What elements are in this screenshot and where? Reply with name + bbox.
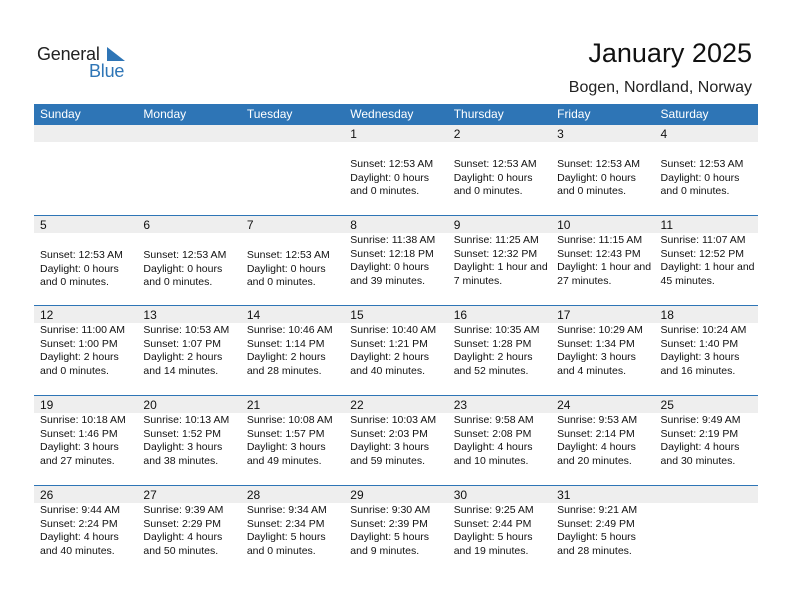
day-sun-info [448,413,551,468]
sun-info-line: and 0 minutes. [143,276,213,288]
sun-info-line: Daylight: 3 hours [246,441,326,453]
day-cell [551,486,654,565]
day-cell [655,396,758,475]
brand-logo [37,44,137,84]
sun-info-line: Sunset: 1:34 PM [557,337,635,350]
sun-info-line: Sunrise: 11:07 AM [660,234,746,246]
day-cell [34,486,137,565]
sun-info-line: Daylight: 5 hours [246,531,326,543]
day-number: 8 [344,216,447,233]
day-sun-info [448,142,551,199]
empty-day-cell [34,125,137,205]
day-number: 26 [34,486,137,503]
sun-info-line: Sunrise: 9:39 AM [143,504,224,516]
sun-info-line: Daylight: 0 hours [557,171,636,184]
page-title: January 2025 [588,38,752,68]
sun-info-line: Sunrise: 10:24 AM [660,324,747,336]
weekday-header-thursday: Thursday [453,107,504,121]
sun-info-line: Sunset: 12:53 AM [246,249,330,261]
sun-info-line: Sunset: 12:18 PM [350,247,434,260]
sun-info-line: Sunrise: 11:25 AM [453,234,539,246]
day-sun-info [241,413,344,468]
day-number: 20 [137,396,240,413]
sun-info-line: Daylight: 0 hours [143,262,223,275]
day-cell [137,306,240,385]
day-sun-info [551,142,654,199]
sun-info-line: Daylight: 5 hours [453,531,533,543]
sun-info-line: Sunrise: 11:00 AM [40,324,126,336]
sun-info-line: and 38 minutes. [143,454,219,467]
sun-info-line: Daylight: 5 hours [350,531,430,543]
sun-info-line: Sunset: 2:08 PM [453,427,532,440]
day-sun-info [448,233,551,288]
day-sun-info [241,233,344,290]
day-cell [448,125,551,205]
week-row [34,125,758,205]
sun-info-line: and 50 minutes. [143,544,219,557]
sun-info-line: Daylight: 4 hours [557,441,636,453]
sun-info-line: and 28 minutes. [557,544,632,557]
sun-info-line: 7 minutes. [453,274,503,287]
day-sun-info [344,233,447,288]
sun-info-line: Sunrise: 9:53 AM [557,414,638,426]
day-cell [344,125,447,205]
day-number: 23 [448,396,551,413]
day-sun-info [34,413,137,468]
day-sun-info [34,233,137,290]
day-cell [344,306,447,385]
day-sun-info [551,323,654,378]
day-sun-info [34,323,137,378]
day-sun-info [655,413,758,468]
sun-info-line: Daylight: 0 hours [246,262,326,275]
sun-info-line: Sunset: 2:14 PM [557,427,635,440]
day-number: 10 [551,216,654,233]
day-cell [448,216,551,295]
week-row [34,215,758,295]
sun-info-line: Sunrise: 11:38 AM [350,234,436,246]
day-number: 2 [448,125,551,142]
sun-info-line: and 16 minutes. [660,364,736,377]
sun-info-line: Sunset: 1:21 PM [350,337,428,350]
sun-info-line: and 40 minutes. [350,364,425,377]
sun-info-line: Sunrise: 9:21 AM [557,504,638,516]
sun-info-line: and 27 minutes. [40,454,115,467]
weekday-header-friday: Friday [557,107,591,121]
sun-info-line: and 0 minutes. [246,544,316,557]
sun-info-line: Sunset: 1:28 PM [453,337,532,350]
sun-info-line: and 0 minutes. [40,276,109,288]
sun-info-line: and 0 minutes. [660,185,730,197]
sun-info-line: and 19 minutes. [453,544,529,557]
weekday-header-monday: Monday [143,107,187,121]
day-cell [344,396,447,475]
sun-info-line: Sunset: 2:19 PM [660,427,739,440]
sun-info-line: Sunrise: 10:18 AM [40,414,126,426]
day-number: 11 [655,216,758,233]
day-cell [137,486,240,565]
day-sun-info [344,142,447,199]
sun-info-line: Sunrise: 10:40 AM [350,324,437,336]
sun-info-line: Daylight: 2 hours [453,351,533,363]
sun-info-line: and 9 minutes. [350,544,420,557]
day-sun-info [655,233,758,288]
sun-info-line: Daylight: 3 hours [40,441,119,453]
sun-info-line: Sunset: 12:32 PM [453,247,538,260]
weekday-header-sunday: Sunday [40,107,81,121]
sun-info-line: 45 minutes. [660,274,715,287]
day-number: 22 [344,396,447,413]
weekday-header-tuesday: Tuesday [246,107,293,121]
day-cell [655,216,758,295]
sun-info-line: 27 minutes. [557,274,612,287]
empty-day-cell [655,486,758,565]
sun-info-line: Sunrise: 10:35 AM [453,324,540,336]
sun-info-line: and 10 minutes. [453,454,529,467]
day-number: 13 [137,306,240,323]
empty-day-band [137,125,240,142]
day-number: 21 [241,396,344,413]
sun-info-line: and 0 minutes. [350,185,420,197]
sun-info-line: Sunset: 1:00 PM [40,337,118,350]
day-sun-info [34,503,137,558]
sun-info-line: Sunset: 12:53 AM [40,249,123,261]
sun-info-line: Sunset: 2:34 PM [246,517,325,530]
day-sun-info [137,233,240,290]
day-cell [551,396,654,475]
sun-info-line: Sunset: 2:49 PM [557,517,635,530]
sun-info-line: Daylight: 3 hours [557,351,636,363]
day-number: 19 [34,396,137,413]
sun-info-line: and 20 minutes. [557,454,632,467]
day-cell [241,306,344,385]
sun-info-line: Sunset: 12:53 AM [453,158,537,170]
day-number: 9 [448,216,551,233]
day-number: 31 [551,486,654,503]
sun-info-line: Sunset: 2:39 PM [350,517,428,530]
day-number: 17 [551,306,654,323]
sun-info-line: and 0 minutes. [557,185,626,197]
sun-info-line: and 0 minutes. [40,364,109,377]
day-sun-info [241,323,344,378]
day-number: 1 [344,125,447,142]
sun-info-line: Sunrise: 9:34 AM [246,504,327,516]
sun-info-line: Sunset: 1:07 PM [143,337,222,350]
sun-info-line: and 59 minutes. [350,454,425,467]
sun-info-line: and 0 minutes. [246,276,316,288]
sun-info-line: Daylight: 0 hours [350,261,430,273]
day-number: 3 [551,125,654,142]
sun-info-line: and 4 minutes. [557,364,626,377]
sun-info-line: Sunrise: 10:08 AM [246,414,333,426]
day-number: 4 [655,125,758,142]
sun-info-line: Sunset: 12:53 AM [557,158,640,170]
sun-info-line: Sunset: 12:53 AM [350,158,434,170]
sun-info-line: Sunrise: 10:13 AM [143,414,230,426]
sun-info-line: Sunset: 1:57 PM [246,427,325,440]
sun-info-line: and 40 minutes. [40,544,115,557]
sun-info-line: Sunrise: 9:49 AM [660,414,741,426]
weekday-header-row [34,104,758,125]
day-sun-info [448,323,551,378]
sun-info-line: Sunset: 1:40 PM [660,337,739,350]
sun-info-line: Daylight: 1 hour and [660,261,755,273]
sun-info-line: Daylight: 2 hours [143,351,223,363]
day-cell [448,486,551,565]
day-sun-info [137,503,240,558]
day-number: 5 [34,216,137,233]
day-cell [34,216,137,295]
sun-info-line: Daylight: 5 hours [557,531,636,543]
empty-day-band [241,125,344,142]
sun-info-line: Sunset: 1:14 PM [246,337,325,350]
weekday-header-wednesday: Wednesday [350,107,414,121]
sun-info-line: Sunrise: 10:46 AM [246,324,333,336]
sun-info-line: Daylight: 0 hours [453,171,533,184]
empty-day-band [655,486,758,503]
sun-info-line: Daylight: 4 hours [40,531,119,543]
sun-info-line: Daylight: 4 hours [143,531,223,543]
day-cell [137,216,240,295]
day-sun-info [137,323,240,378]
empty-day-cell [241,125,344,205]
sun-info-line: Daylight: 4 hours [453,441,533,453]
day-sun-info [344,413,447,468]
day-sun-info [344,323,447,378]
sun-info-line: Sunrise: 9:58 AM [453,414,534,426]
sun-info-line: Sunset: 12:43 PM [557,247,641,260]
day-sun-info [448,503,551,558]
day-number: 28 [241,486,344,503]
day-cell [344,486,447,565]
sun-info-line: Daylight: 2 hours [40,351,119,363]
sun-info-line: Sunrise: 9:30 AM [350,504,431,516]
sun-info-line: Sunset: 12:52 PM [660,247,744,260]
day-number: 29 [344,486,447,503]
day-number: 25 [655,396,758,413]
sun-info-line: and 14 minutes. [143,364,219,377]
logo-text-general: General [37,44,100,64]
sun-info-line: Daylight: 2 hours [246,351,326,363]
empty-day-cell [137,125,240,205]
sun-info-line: Daylight: 1 hour and [453,261,548,273]
sun-info-line: Daylight: 4 hours [660,441,740,453]
day-sun-info [551,413,654,468]
sun-info-line: Sunrise: 10:29 AM [557,324,643,336]
week-row [34,395,758,475]
day-cell [344,216,447,295]
day-number: 27 [137,486,240,503]
day-cell [551,306,654,385]
sun-info-line: Sunrise: 10:53 AM [143,324,230,336]
sun-info-line: Daylight: 3 hours [143,441,223,453]
sun-info-line: Sunset: 2:44 PM [453,517,532,530]
logo-text-blue: Blue [89,61,125,81]
day-number: 12 [34,306,137,323]
day-sun-info [551,503,654,558]
sun-info-line: Daylight: 1 hour and [557,261,652,273]
sun-info-line: Sunrise: 9:44 AM [40,504,120,516]
sun-info-line: and 49 minutes. [246,454,322,467]
sun-info-line: Sunset: 1:46 PM [40,427,118,440]
sun-info-line: Sunset: 2:29 PM [143,517,222,530]
day-sun-info [241,503,344,558]
sun-info-line: and 52 minutes. [453,364,529,377]
sun-info-line: and 28 minutes. [246,364,322,377]
day-sun-info [655,142,758,199]
day-cell [34,306,137,385]
sun-info-line: Daylight: 0 hours [660,171,740,184]
day-number: 6 [137,216,240,233]
sun-info-line: Sunset: 2:24 PM [40,517,118,530]
sun-info-line: Sunrise: 10:03 AM [350,414,437,426]
day-cell [655,306,758,385]
day-number: 18 [655,306,758,323]
sun-info-line: and 0 minutes. [453,185,523,197]
empty-day-band [34,125,137,142]
sun-info-line: Sunrise: 11:15 AM [557,234,643,246]
sun-info-line: Sunrise: 9:25 AM [453,504,534,516]
day-cell [137,396,240,475]
sun-info-line: Daylight: 0 hours [350,171,430,184]
location-subtitle: Bogen, Nordland, Norway [568,79,752,96]
sun-info-line: Daylight: 3 hours [660,351,740,363]
sun-info-line: Sunset: 12:53 AM [660,158,744,170]
day-cell [448,306,551,385]
day-cell [241,216,344,295]
week-row [34,305,758,385]
sun-info-line: Sunset: 1:52 PM [143,427,222,440]
day-number: 24 [551,396,654,413]
week-row [34,485,758,565]
day-cell [241,396,344,475]
day-sun-info [655,323,758,378]
day-cell [448,396,551,475]
day-number: 7 [241,216,344,233]
sun-info-line: Daylight: 0 hours [40,262,119,275]
weekday-header-saturday: Saturday [660,107,709,121]
day-number: 14 [241,306,344,323]
sun-info-line: Daylight: 2 hours [350,351,430,363]
day-sun-info [344,503,447,558]
day-number: 15 [344,306,447,323]
sun-info-line: Sunset: 12:53 AM [143,249,227,261]
day-number: 30 [448,486,551,503]
day-number: 16 [448,306,551,323]
sun-info-line: and 30 minutes. [660,454,736,467]
day-cell [551,125,654,205]
sun-info-line: Daylight: 3 hours [350,441,430,453]
day-sun-info [551,233,654,288]
day-cell [655,125,758,205]
day-sun-info [137,413,240,468]
sun-info-line: Sunset: 2:03 PM [350,427,428,440]
sun-info-line: and 39 minutes. [350,274,425,287]
day-cell [34,396,137,475]
day-cell [241,486,344,565]
day-cell [551,216,654,295]
